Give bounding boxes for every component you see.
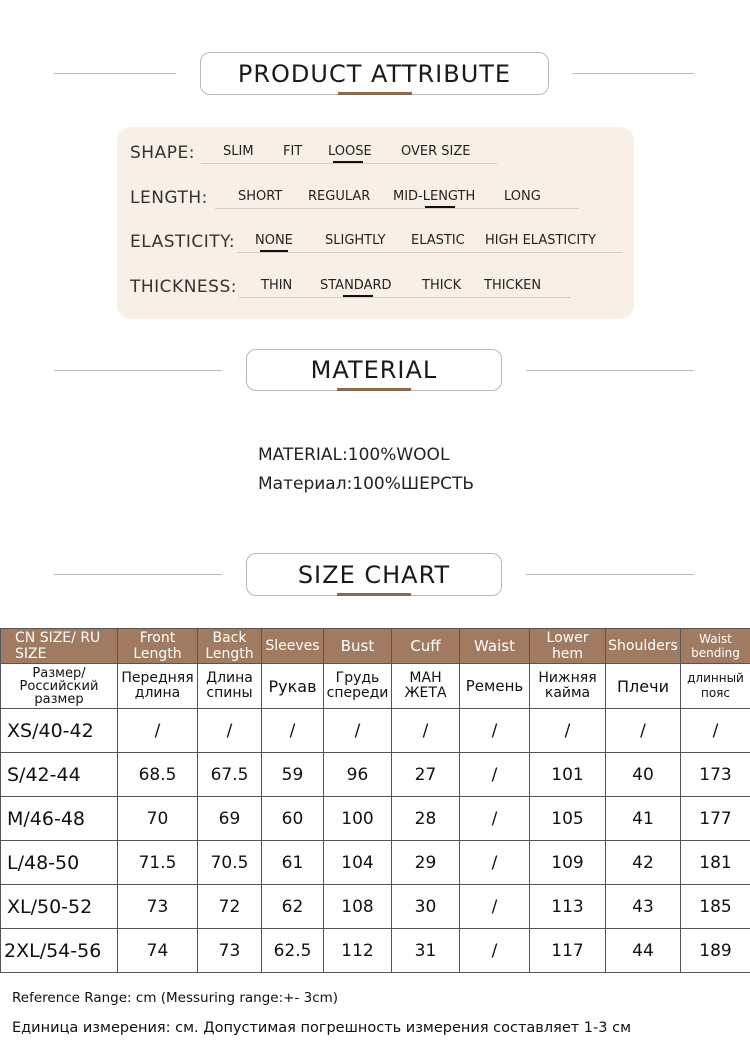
table-cell: 109 (530, 841, 606, 885)
section-title-size-chart (246, 553, 502, 596)
divider-left (54, 73, 176, 74)
material-label: MATERIAL: (258, 445, 348, 465)
table-cell: 43 (606, 885, 681, 929)
note-ru: Единица измерения: см. Допустимая погрешность измерения составляет 1-3 см (12, 1020, 632, 1036)
table-cell: 181 (681, 841, 750, 885)
material-value: 100%WOOL (347, 445, 450, 465)
header-ru-cell: Нижняя кайма (530, 664, 606, 709)
table-cell: 71.5 (118, 841, 198, 885)
header-cell: Bust (324, 629, 392, 664)
table-cell: / (460, 841, 530, 885)
section-title-text: MATERIAL (310, 356, 438, 384)
header-ru-cell: Рукав (262, 664, 324, 709)
size-cell: L/48-50 (1, 841, 118, 885)
attribute-label: THICKNESS: (130, 277, 237, 297)
attribute-row-length (117, 185, 634, 215)
table-cell: 62.5 (262, 929, 324, 973)
table-cell: 67.5 (198, 753, 262, 797)
table-row (1, 885, 750, 929)
title-underline (337, 593, 411, 596)
header-ru-cell: Длина спины (198, 664, 262, 709)
header-ru-cell: МАН ЖЕТА (392, 664, 460, 709)
table-cell: 73 (118, 885, 198, 929)
section-title-text: SIZE CHART (297, 560, 451, 589)
attribute-option: SLIM (223, 144, 254, 159)
attribute-option: HIGH ELASTICITY (485, 233, 597, 248)
table-cell: 100 (324, 797, 392, 841)
header-ru-cell: Размер/ Российский размер (1, 664, 118, 709)
table-row (1, 929, 750, 973)
table-cell: 27 (392, 753, 460, 797)
table-cell: 40 (606, 753, 681, 797)
table-cell: 113 (530, 885, 606, 929)
attribute-option: ELASTIC (411, 233, 465, 248)
attribute-label: LENGTH: (130, 188, 208, 208)
table-cell: 70 (118, 797, 198, 841)
attribute-row-elasticity (117, 229, 634, 259)
table-row (1, 797, 750, 841)
attribute-option: REGULAR (308, 189, 371, 204)
header-cell: Lower hem (530, 629, 606, 664)
header-ru-cell: Плечи (606, 664, 681, 709)
table-cell: 101 (530, 753, 606, 797)
attribute-option: SHORT (238, 189, 283, 204)
title-underline (337, 388, 411, 391)
header-cell: Cuff (392, 629, 460, 664)
table-cell: / (681, 709, 750, 753)
section-title-attribute (200, 52, 549, 95)
attribute-option-selected: NONE (255, 233, 293, 248)
table-cell: 72 (198, 885, 262, 929)
attribute-rule (237, 252, 622, 253)
table-cell: 31 (392, 929, 460, 973)
attribute-panel (117, 127, 634, 319)
header-cell: Waist (460, 629, 530, 664)
attribute-rule (215, 208, 579, 209)
header-ru-cell: Передняя длина (118, 664, 198, 709)
header-ru-cell: Грудь спереди (324, 664, 392, 709)
table-cell: / (392, 709, 460, 753)
material-en (258, 445, 449, 465)
header-ru-cell: длинный пояс (681, 664, 750, 709)
table-cell: 177 (681, 797, 750, 841)
header-cell: Back Length (198, 629, 262, 664)
table-cell: 185 (681, 885, 750, 929)
attribute-row-thickness (117, 274, 634, 304)
attribute-label: SHAPE: (130, 143, 195, 163)
table-cell: 73 (198, 929, 262, 973)
note-en: Reference Range: cm (Messuring range:+- 3cm) (12, 990, 339, 1006)
attribute-rule (239, 297, 571, 298)
table-cell: 59 (262, 753, 324, 797)
table-cell: / (262, 709, 324, 753)
attribute-option: SLIGHTLY (325, 233, 386, 248)
table-cell: 105 (530, 797, 606, 841)
attribute-option: THICK (422, 278, 462, 293)
attribute-option-selected: STANDARD (320, 278, 392, 293)
table-cell: 96 (324, 753, 392, 797)
table-cell: 74 (118, 929, 198, 973)
attribute-option: FIT (283, 144, 303, 159)
material-value: 100%ШЕРСТЬ (352, 474, 474, 494)
table-cell: / (460, 797, 530, 841)
table-cell: 117 (530, 929, 606, 973)
divider-left (54, 370, 222, 371)
attribute-option-selected: LOOSE (328, 144, 372, 159)
divider-right (526, 574, 694, 575)
size-cell: 2XL/54-56 (1, 929, 118, 973)
attribute-label: ELASTICITY: (130, 232, 236, 252)
attribute-option-selected: MID-LENGTH (393, 189, 476, 204)
header-cell: Sleeves (262, 629, 324, 664)
table-cell: 104 (324, 841, 392, 885)
attribute-option: LONG (504, 189, 541, 204)
size-cell: XL/50-52 (1, 885, 118, 929)
table-cell: 69 (198, 797, 262, 841)
header-cell: Waist bending (681, 629, 750, 664)
size-cell: XS/40-42 (1, 709, 118, 753)
table-row (1, 753, 750, 797)
table-cell: / (118, 709, 198, 753)
table-cell: 60 (262, 797, 324, 841)
table-cell: / (530, 709, 606, 753)
size-cell: M/46-48 (1, 797, 118, 841)
table-cell: / (460, 885, 530, 929)
material-label: Материал: (258, 474, 353, 494)
table-cell: / (460, 753, 530, 797)
attribute-option: OVER SIZE (401, 144, 471, 159)
header-cell: Shoulders (606, 629, 681, 664)
table-cell: 44 (606, 929, 681, 973)
table-cell: 112 (324, 929, 392, 973)
header-cell: CN SIZE/ RU SIZE (1, 629, 118, 664)
size-table (0, 628, 750, 973)
title-underline (338, 92, 412, 95)
table-row (1, 841, 750, 885)
divider-right (572, 73, 694, 74)
divider-right (526, 370, 694, 371)
table-cell: 61 (262, 841, 324, 885)
header-row-en (1, 629, 750, 664)
table-cell: 62 (262, 885, 324, 929)
table-cell: 28 (392, 797, 460, 841)
header-cell: Front Length (118, 629, 198, 664)
header-ru-cell: Ремень (460, 664, 530, 709)
attribute-rule (201, 163, 497, 164)
table-cell: 173 (681, 753, 750, 797)
table-cell: 29 (392, 841, 460, 885)
material-ru (258, 474, 474, 494)
table-cell: / (460, 929, 530, 973)
attribute-option: THIN (261, 278, 293, 293)
size-cell: S/42-44 (1, 753, 118, 797)
table-row (1, 709, 750, 753)
table-cell: / (606, 709, 681, 753)
table-cell: 108 (324, 885, 392, 929)
table-cell: 70.5 (198, 841, 262, 885)
header-row-ru (1, 664, 750, 709)
section-title-text: PRODUCT ATTRIBUTE (237, 59, 512, 88)
table-cell: / (324, 709, 392, 753)
table-cell: / (198, 709, 262, 753)
section-title-material (246, 349, 502, 391)
table-cell: 41 (606, 797, 681, 841)
table-cell: 30 (392, 885, 460, 929)
table-cell: 189 (681, 929, 750, 973)
table-cell: 68.5 (118, 753, 198, 797)
attribute-option: THICKEN (484, 278, 542, 293)
table-cell: 42 (606, 841, 681, 885)
table-cell: / (460, 709, 530, 753)
divider-left (54, 574, 222, 575)
attribute-row-shape (117, 140, 634, 170)
